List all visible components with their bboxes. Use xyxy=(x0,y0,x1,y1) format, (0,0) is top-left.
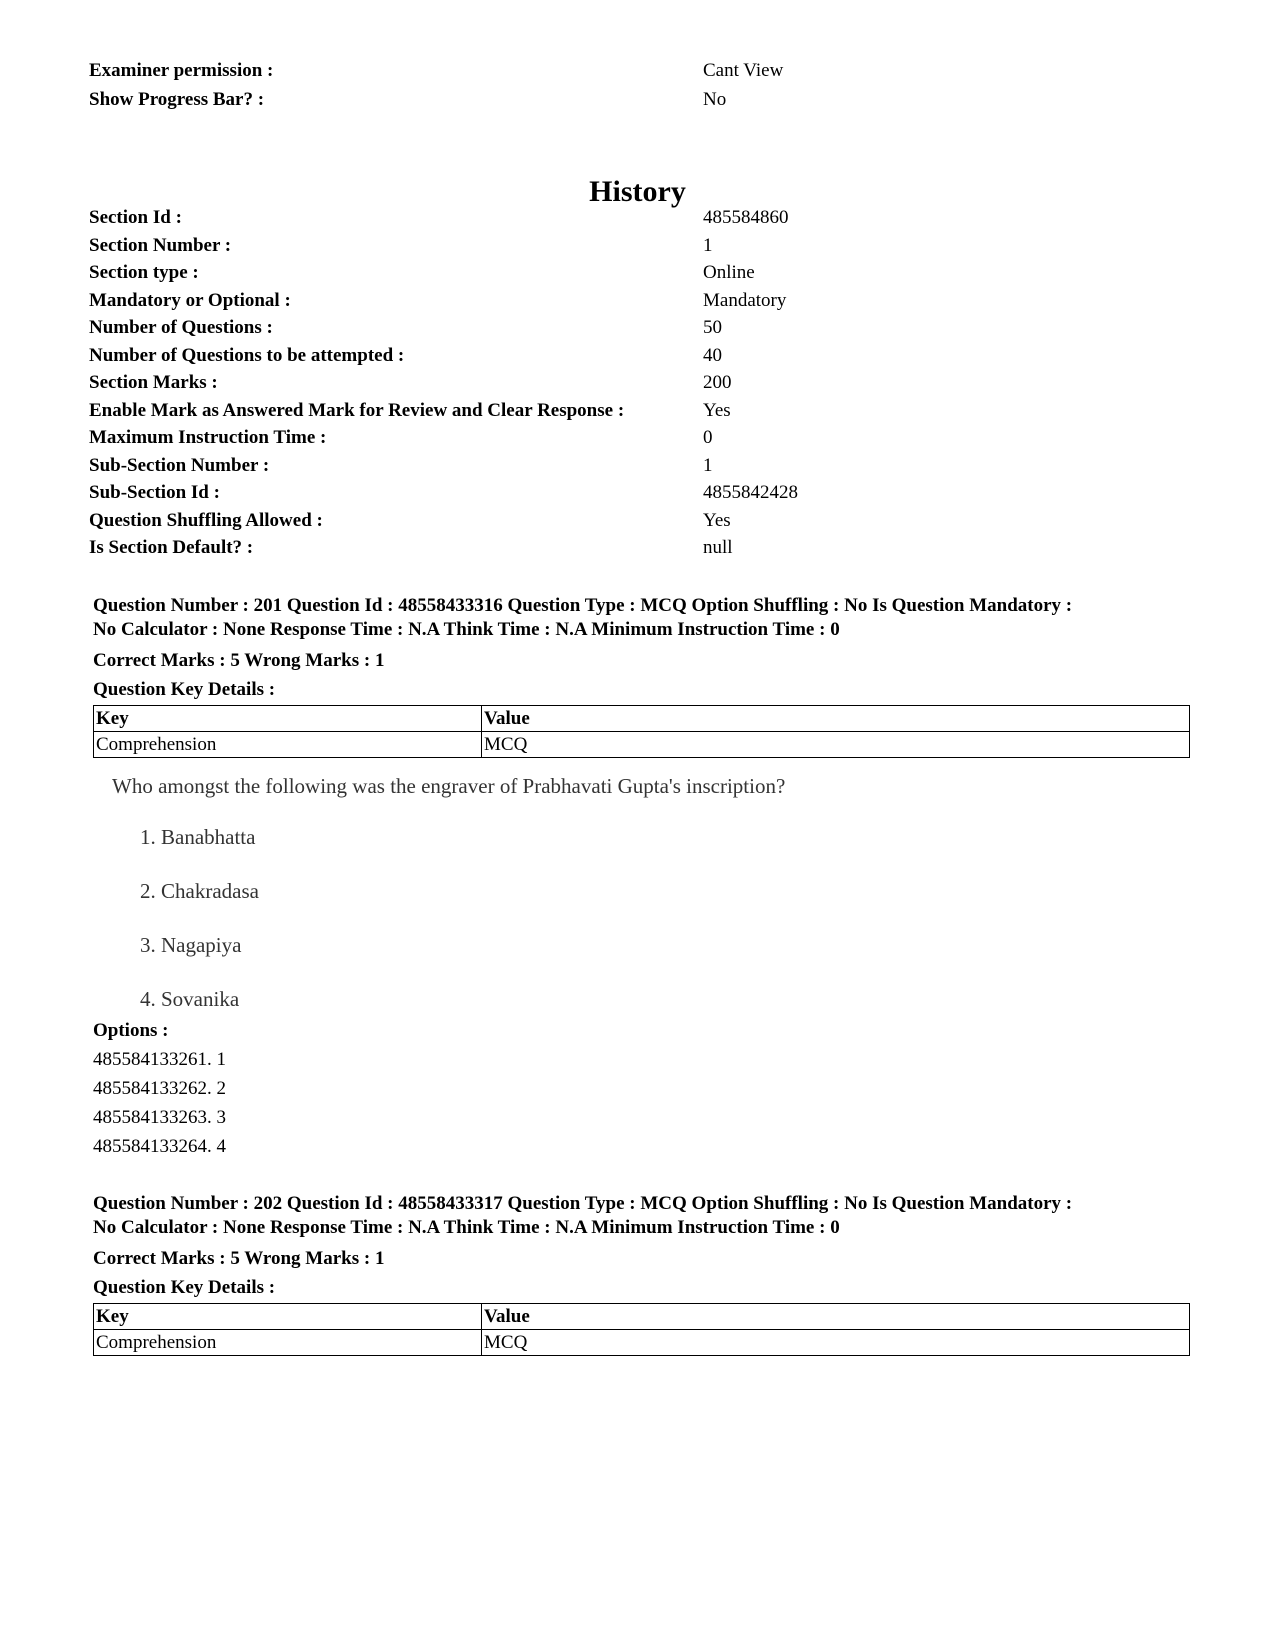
option-item: 485584133261. 1 xyxy=(93,1049,226,1070)
section-field-row xyxy=(89,314,1189,342)
field-label: Is Section Default? : xyxy=(89,537,254,558)
key-table-row xyxy=(94,1330,1190,1356)
section-field-row xyxy=(89,287,1189,315)
field-value: 200 xyxy=(703,372,732,393)
question-marks: Correct Marks : 5 Wrong Marks : 1 xyxy=(93,650,385,671)
field-value: 40 xyxy=(703,344,722,366)
field-value: 50 xyxy=(703,317,722,338)
question-key-table xyxy=(93,1303,1190,1356)
key-table-header-row xyxy=(94,1304,1190,1330)
question-marks: Correct Marks : 5 Wrong Marks : 1 xyxy=(93,1248,385,1269)
field-label: Section Number : xyxy=(89,234,232,256)
value-cell: MCQ xyxy=(482,732,1190,758)
section-field-row xyxy=(89,397,1189,425)
field-label: Question Shuffling Allowed : xyxy=(89,509,323,531)
question-block xyxy=(93,1192,1193,1356)
options-block xyxy=(93,1016,1193,1161)
choice-item: 2. Chakradasa xyxy=(140,879,259,903)
field-value: 4855842428 xyxy=(703,482,798,503)
exam-settings xyxy=(89,56,1189,114)
section-field-row xyxy=(89,342,1189,370)
section-field-row xyxy=(89,534,1189,562)
field-label: Number of Questions : xyxy=(89,317,273,338)
question-header-line: Question Number : 201 Question Id : 48558433316 Question Type : MCQ Option Shuffling : No Is Question Mandatory : xyxy=(93,595,1073,616)
field-value: Yes xyxy=(703,509,731,531)
section-field-row xyxy=(89,369,1189,397)
field-label: Sub-Section Id : xyxy=(89,482,220,503)
field-label: Show Progress Bar? : xyxy=(89,89,265,110)
value-column-header: Value xyxy=(482,706,1190,732)
field-value: null xyxy=(703,537,733,558)
key-table-header-row xyxy=(94,706,1190,732)
question-header-line: No Calculator : None Response Time : N.A Think Time : N.A Minimum Instruction Time : 0 xyxy=(93,1217,840,1238)
field-label: Sub-Section Number : xyxy=(89,454,270,476)
examiner-permission-row xyxy=(89,56,1189,85)
field-label: Section type : xyxy=(89,262,199,283)
options-list xyxy=(93,1045,1193,1161)
question-key-table xyxy=(93,705,1190,758)
option-item: 485584133262. 2 xyxy=(93,1078,226,1099)
key-cell: Comprehension xyxy=(94,1330,482,1356)
section-details xyxy=(89,204,1189,562)
choice-item: 1. Banabhatta xyxy=(140,825,256,849)
field-value: 1 xyxy=(703,234,713,256)
key-column-header: Key xyxy=(94,706,482,732)
question-header-line: No Calculator : None Response Time : N.A Think Time : N.A Minimum Instruction Time : 0 xyxy=(93,619,840,640)
value-column-header: Value xyxy=(482,1304,1190,1330)
section-field-row xyxy=(89,452,1189,480)
field-label: Section Id : xyxy=(89,207,182,228)
field-value: 1 xyxy=(703,454,713,476)
options-label: Options : xyxy=(93,1020,169,1041)
option-item: 485584133264. 4 xyxy=(93,1136,226,1157)
section-field-row xyxy=(89,424,1189,452)
field-value: No xyxy=(703,89,727,110)
field-label: Maximum Instruction Time : xyxy=(89,427,327,448)
section-field-row xyxy=(89,232,1189,260)
field-value: 485584860 xyxy=(703,207,789,228)
field-value: Yes xyxy=(703,399,731,421)
question-key-details-label: Question Key Details : xyxy=(93,1277,276,1298)
question-block xyxy=(93,594,1193,758)
value-cell: MCQ xyxy=(482,1330,1190,1356)
key-table-row xyxy=(94,732,1190,758)
choice-item: 3. Nagapiya xyxy=(140,933,242,957)
field-label: Mandatory or Optional : xyxy=(89,289,291,311)
field-value: Cant View xyxy=(703,60,784,81)
choice-item: 4. Sovanika xyxy=(140,987,240,1011)
section-field-row xyxy=(89,479,1189,507)
key-cell: Comprehension xyxy=(94,732,482,758)
section-title: History xyxy=(589,175,686,208)
question-header-line: Question Number : 202 Question Id : 48558433317 Question Type : MCQ Option Shuffling : No Is Question Mandatory : xyxy=(93,1193,1073,1214)
question-key-details-label: Question Key Details : xyxy=(93,679,276,700)
field-label: Number of Questions to be attempted : xyxy=(89,344,405,366)
question-content xyxy=(112,772,1012,1013)
section-field-row xyxy=(89,259,1189,287)
field-label: Section Marks : xyxy=(89,372,218,393)
field-value: 0 xyxy=(703,427,713,448)
key-column-header: Key xyxy=(94,1304,482,1330)
field-label: Enable Mark as Answered Mark for Review and Clear Response : xyxy=(89,399,625,421)
show-progress-bar-row xyxy=(89,85,1189,114)
field-label: Examiner permission : xyxy=(89,60,274,81)
section-field-row xyxy=(89,204,1189,232)
field-value: Online xyxy=(703,262,755,283)
section-field-row xyxy=(89,507,1189,535)
question-choices xyxy=(112,823,1012,1013)
option-item: 485584133263. 3 xyxy=(93,1107,226,1128)
question-text: Who amongst the following was the engraver of Prabhavati Gupta's inscription? xyxy=(112,774,786,798)
field-value: Mandatory xyxy=(703,289,787,311)
